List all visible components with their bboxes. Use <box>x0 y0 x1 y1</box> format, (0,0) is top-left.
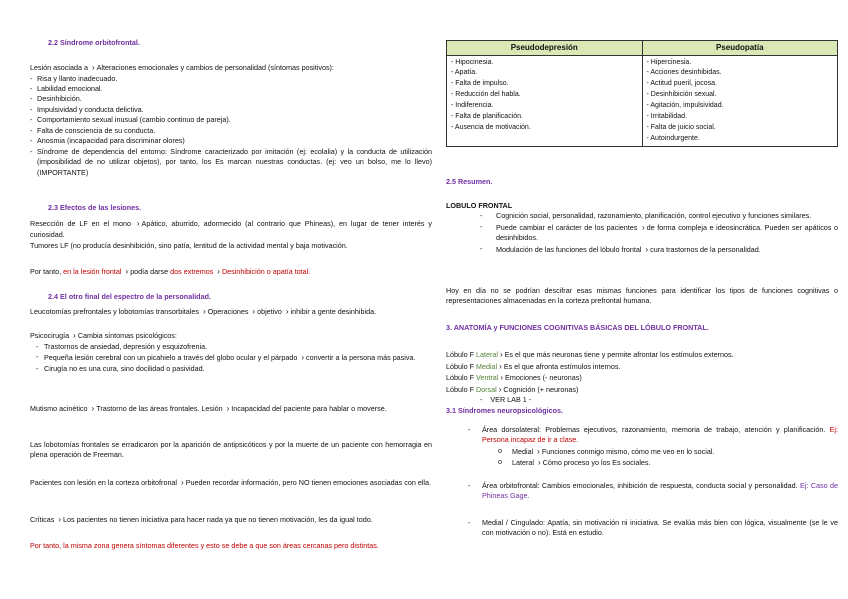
table-header: Pseudodepresión <box>447 41 643 56</box>
section-3-1-title: 3.1 Síndromes neuropsicológicos. <box>446 405 564 415</box>
arrow-icon: › <box>645 244 649 254</box>
lf-lateral: Lóbulo F Lateral › Es el que más neuronas tiene y permite afrontar los estímulos externos. <box>446 350 734 359</box>
list-item: - Risa y llanto inadecuado. <box>30 74 432 84</box>
arrow-icon: › <box>217 267 220 276</box>
s22-list <box>30 74 432 178</box>
list-item: - Hipocinesia. <box>451 58 494 66</box>
area-medial-cingulado: - Medial / Cingulado: Apatía, sin motivación ni iniciativa. Se evalúa más bien con lógica, visualmente (se le ve con motivación o no). Está en estudio. <box>468 518 838 538</box>
comparison-table-wrap <box>446 40 838 147</box>
list-item: - Impulsividad y conducta delictiva. <box>30 105 432 115</box>
arrow-icon: › <box>73 331 76 340</box>
list-item: - Agitación, impulsividad. <box>646 101 724 109</box>
s22-intro: Lesión asociada a › Alteraciones emocionales y cambios de personalidad (síntomas positivos): <box>30 63 334 72</box>
p-mutismo: Mutismo acinético › Trastorno de las áreas frontales. Lesión › Incapacidad del paciente para hablar o moverse. <box>30 404 387 413</box>
list-item: - Hipercinesia. <box>646 58 692 66</box>
list-item: - Irritabilidad. <box>646 112 687 120</box>
arrow-icon: › <box>301 353 304 363</box>
arrow-icon: › <box>91 404 95 413</box>
list-item: - Falta de planificación. <box>451 112 523 120</box>
s23-p3: Por tanto, en la lesión frontal › podía darse dos extremos › Desinhibición o apatía total. <box>30 267 311 276</box>
list-item: - Falta de consciencia de su conducta. <box>30 126 432 136</box>
arrow-icon: › <box>537 458 541 468</box>
list-item: o Medial › Funciones conmigo mismo, cómo me veo en lo social. <box>498 446 838 458</box>
list-item: - Anosmia (incapacidad para discriminar olores) <box>30 136 432 146</box>
arrow-icon: › <box>91 63 95 72</box>
p-hoy: Hoy en día no se podrían descifrar esas mismas funciones para identificar los tipos de funciones cognitivas o representaciones almacenadas en la corteza prefrontal humana. <box>446 286 838 306</box>
lobulo-list <box>446 211 838 255</box>
arrow-icon: › <box>58 515 62 524</box>
arrow-icon: › <box>285 307 289 316</box>
s24-p1: Leucotomías prefrontales y lobotomías transorbitales › Operaciones › objetivo › inhibir a gente desinhibida. <box>30 307 377 316</box>
arrow-icon: › <box>499 350 503 359</box>
arrow-icon: › <box>537 446 540 456</box>
s24-list <box>30 342 432 374</box>
arrow-icon: › <box>641 222 645 232</box>
list-item: - Comportamiento sexual inusual (cambio continuo de pareja). <box>30 115 432 125</box>
arrow-icon: › <box>125 267 129 276</box>
s23-p2: Tumores LF (no producía desinhibición, sino patía, lentitud de la actividad mental y baja motivación. <box>30 241 348 250</box>
lobulo-title: LOBULO FRONTAL <box>446 201 513 210</box>
arrow-icon: › <box>203 307 206 316</box>
section-2-5-title: 2.5 Resumen. <box>446 177 493 186</box>
comparison-table <box>446 40 838 147</box>
arrow-icon: › <box>136 219 140 228</box>
lf-dorsal: Lóbulo F Dorsal › Cognición (+ neuronas) <box>446 384 579 394</box>
list-item: - Síndrome de dependencia del entorno: Síndrome caracterizado por imitación (ej: ecolalia) y la conducta de utilización (imposibilidad de no utilizar objetos), por tanto, los Es marcan nuestras conductas. (ej: veo un bolso, me lo llevo) (IMPORTANTE) <box>30 147 432 178</box>
section-3-title: 3. ANATOMÍA y FUNCIONES COGNITIVAS BÁSICAS DEL LÓBULO FRONTAL. <box>446 323 709 332</box>
arrow-icon: › <box>226 404 230 413</box>
list-item: - Desinhibición. <box>30 94 432 104</box>
lobulo-frontal-block <box>446 201 838 256</box>
list-item: - Autoindurgente. <box>646 134 700 142</box>
list-item: o Lateral › Cómo proceso yo los Es sociales. <box>498 457 838 469</box>
section-2-3-title: 2.3 Efectos de las lesiones. <box>48 203 142 212</box>
arrow-icon: › <box>500 373 504 383</box>
arrow-icon: › <box>181 478 184 487</box>
lf-medial: Lóbulo F Medial › Es el que afronta estímulos internos. <box>446 361 621 371</box>
table-cell-pseudopatia <box>642 55 838 147</box>
table-cell-pseudodepresion <box>447 55 643 147</box>
lobulo-subdivisions <box>446 349 838 416</box>
p-final: Por tanto, la misma zona genera síntomas diferentes y esto se debe a que son áreas cercanas pero distintas. <box>30 541 379 550</box>
list-item: - Falta de impulso. <box>451 80 509 88</box>
section-2-2-body <box>30 62 432 178</box>
list-item: - Desinhibición sexual. <box>646 91 717 99</box>
list-item: - Actitud pueril, jocosa. <box>646 80 717 88</box>
list-item: - Acciones desinhibidas. <box>646 69 722 77</box>
arrow-icon: › <box>252 307 256 316</box>
lf-ventral: Lóbulo F Ventral › Emociones (- neuronas) <box>446 373 582 383</box>
list-item: - Ausencia de motivación. <box>451 123 531 131</box>
section-2-2-title: 2.2 Síndrome orbitofrontal. <box>48 38 140 47</box>
list-item: - Trastornos de ansiedad, depresión y esquizofrenia. <box>30 342 432 352</box>
list-item: - Cirugía no es una cura, sino docilidad o pasividad. <box>30 364 432 374</box>
list-item: - Apatía. <box>451 69 478 77</box>
list-item: - Puede cambiar el carácter de los pacientes › de forma compleja e ideosincrática. Pueden ser apáticos o desinhibidos. <box>480 222 838 244</box>
table-header: Pseudopatía <box>642 41 838 56</box>
list-item: - Falta de juicio social. <box>646 123 716 131</box>
dorsolateral-sublist <box>446 446 838 469</box>
list-item: - Reducción del habla. <box>451 91 521 99</box>
arrow-icon: › <box>499 361 502 371</box>
area-dorsolateral: - Área dorsolateral: Problemas ejecutivos, razonamiento, memoria de trabajo, atención y planificación. Ej: Persona incapaz de ir a clase. o Medial › Funciones conmigo mismo, cómo me veo en lo social. o Lateral › Cómo proceso yo los Es sociales. <box>446 425 838 469</box>
p-criticas: Críticas › Los pacientes no tienen iniciativa para hacer nada ya que no tienen motivación, les da igual todo. <box>30 515 373 524</box>
list-item: - Modulación de las funciones del lóbulo frontal › cura trastornos de la personalidad. <box>480 244 838 256</box>
p-lobotomias: Las lobotomías frontales se erradicaron por la aparición de antipsicóticos y por la muerte de un paciente con hemorragia en plena operación de Freeman. <box>30 440 432 460</box>
s24-p2: Psicocirugía › Cambia síntomas psicológicos: - Trastornos de ansiedad, depresión y esquizofrenia. - Pequeña lesión cerebral con un picahielo a través del globo ocular y el párpado › convertir a la persona más pasiva. - Cirugía no es una cura, sino docilidad o pasividad. <box>30 330 432 374</box>
ver-lab: - VER LAB 1 - <box>480 395 532 405</box>
list-item: - Cognición social, personalidad, razonamiento, planificación, control ejecutivo y funciones similares. <box>480 211 838 221</box>
list-item: - Pequeña lesión cerebral con un picahielo a través del globo ocular y el párpado › convertir a la persona más pasiva. <box>30 352 432 364</box>
s23-p1: Resección de LF en el mono › Apático, aburrido, adormecido (al contrario que Phineas), en lugar de tener interés y curiosidad. <box>30 219 432 239</box>
list-item: - Indiferencia. <box>451 101 494 109</box>
list-item: - Labilidad emocional. <box>30 84 432 94</box>
p-pacientes: Pacientes con lesión en la corteza orbitofronal › Pueden recordar información, pero NO tienen emociones asociadas con ella. <box>30 478 432 487</box>
arrow-icon: › <box>498 384 502 394</box>
area-orbitofrontal: - Área orbitofrontal: Cambios emocionales, inhibición de respuesta, conducta social y personalidad. Ej: Caso de Phineas Gage. <box>468 481 839 501</box>
section-2-4-title: 2.4 El otro final del espectro de la personalidad. <box>48 292 211 301</box>
